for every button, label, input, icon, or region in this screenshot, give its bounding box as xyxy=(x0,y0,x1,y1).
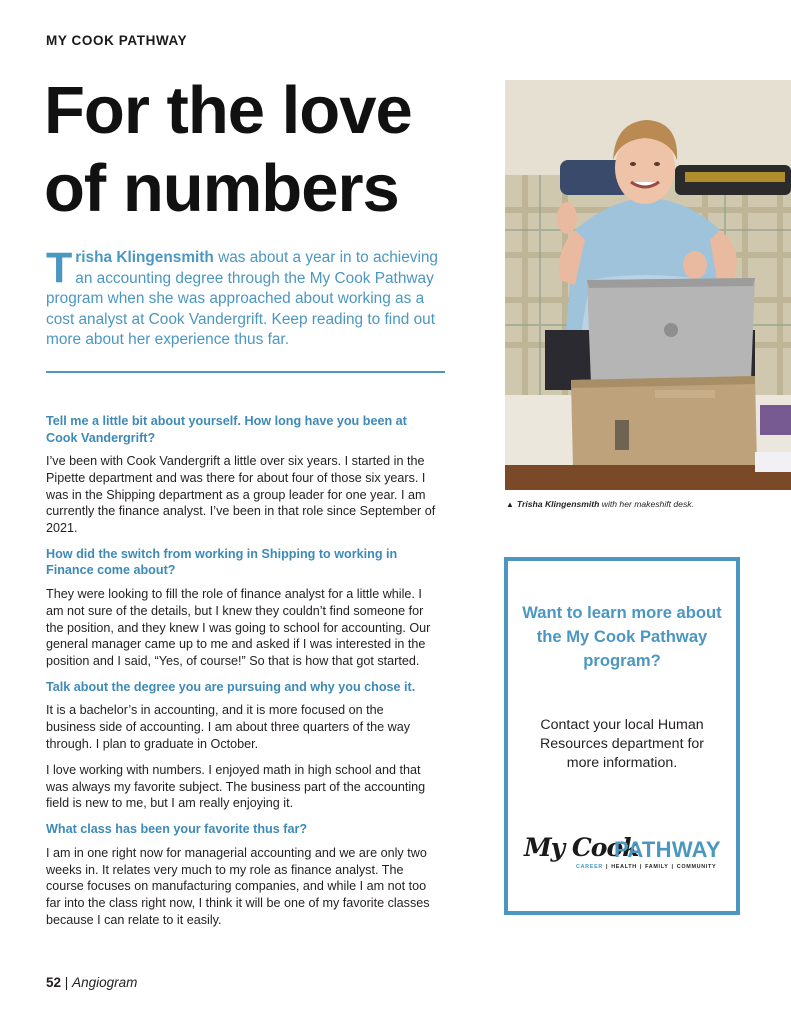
page-footer xyxy=(46,975,137,990)
promo-box xyxy=(504,557,740,915)
intro-paragraph xyxy=(46,244,446,351)
qa-section xyxy=(46,413,436,938)
logo-tag-career: CAREER xyxy=(576,864,603,870)
caption-marker: ▲ xyxy=(506,500,514,509)
photo-caption xyxy=(506,499,786,509)
answer-2: They were looking to fill the role of finance analyst for a little while. I am not sure of the details, but I knew they couldn’t find someone for the position, and they knew I was going to school for accounting. Our general manager came up to me and asked if I was interested in the position and I said, “Yes, of course!” So that is how that got started. xyxy=(46,586,431,669)
logo-tagline: CAREER | HEALTH | FAMILY | COMMUNITY xyxy=(576,864,717,870)
logo-tag-family: FAMILY xyxy=(645,864,669,870)
caption-name: Trisha Klingensmith xyxy=(516,499,600,509)
logo-tag-health: HEALTH xyxy=(611,864,637,870)
my-cook-pathway-logo xyxy=(522,831,732,879)
article-photo xyxy=(505,80,791,490)
footer-separator: | xyxy=(64,975,69,990)
question-4: What class has been your favorite thus far? xyxy=(46,822,308,837)
logo-wordmark: PATHWAY xyxy=(614,837,721,862)
answer-4: I am in one right now for managerial accounting and we are only two weeks in. It relates very much to my role as finance analyst. The course focuses on manufacturing companies, and while I am not too far into the class right now, I think it will be one of my favorite classes because I can relate to it easily. xyxy=(46,845,430,927)
question-1: Tell me a little bit about yourself. How long have you been at Cook Vandergrift? xyxy=(46,414,407,445)
promo-heading: Want to learn more about the My Cook Pathway program? xyxy=(522,603,722,670)
intro-text: was about a year in to achieving an accounting degree through the My Cook Pathway program when she was approached about working as a cost analyst at Cook Vandergrift. Keep reading to find out more about her experience thus far. xyxy=(46,249,438,348)
caption-text: with her makeshift desk. xyxy=(599,499,694,509)
page-number: 52 xyxy=(46,975,62,990)
promo-body: Contact your local Human Resources department for more information. xyxy=(539,717,705,771)
publication-name: Angiogram xyxy=(72,975,138,990)
answer-3a: It is a bachelor’s in accounting, and it is more focused on the business side of accounting. I am about three quarters of the way through. I plan to graduate in October. xyxy=(46,703,411,752)
intro-dropcap: T xyxy=(46,244,73,292)
question-2: How did the switch from working in Shipping to working in Finance come about? xyxy=(46,546,398,578)
answer-1: I’ve been with Cook Vandergrift a little over six years. I started in the Pipette department and was there for about four of those six years. I was in the Shipping department as a group leader for one year. I am currently the finance analyst. I’ve been in that role since September of 2021. xyxy=(46,454,436,536)
intro-name: risha Klingensmith xyxy=(75,249,214,266)
answer-3b: I love working with numbers. I enjoyed math in high school and that was always my favorite subject. The business part of the accounting field is new to me, but I am really enjoying it. xyxy=(46,762,426,811)
photo-illustration xyxy=(505,80,791,490)
headline: For the love of numbers xyxy=(44,73,412,226)
logo-tag-community: COMMUNITY xyxy=(676,864,717,870)
section-label: MY COOK PATHWAY xyxy=(46,33,188,48)
logo-script-text: My Cook xyxy=(524,833,639,862)
divider-rule xyxy=(46,371,445,373)
question-3: Talk about the degree you are pursuing and why you chose it. xyxy=(46,679,416,694)
